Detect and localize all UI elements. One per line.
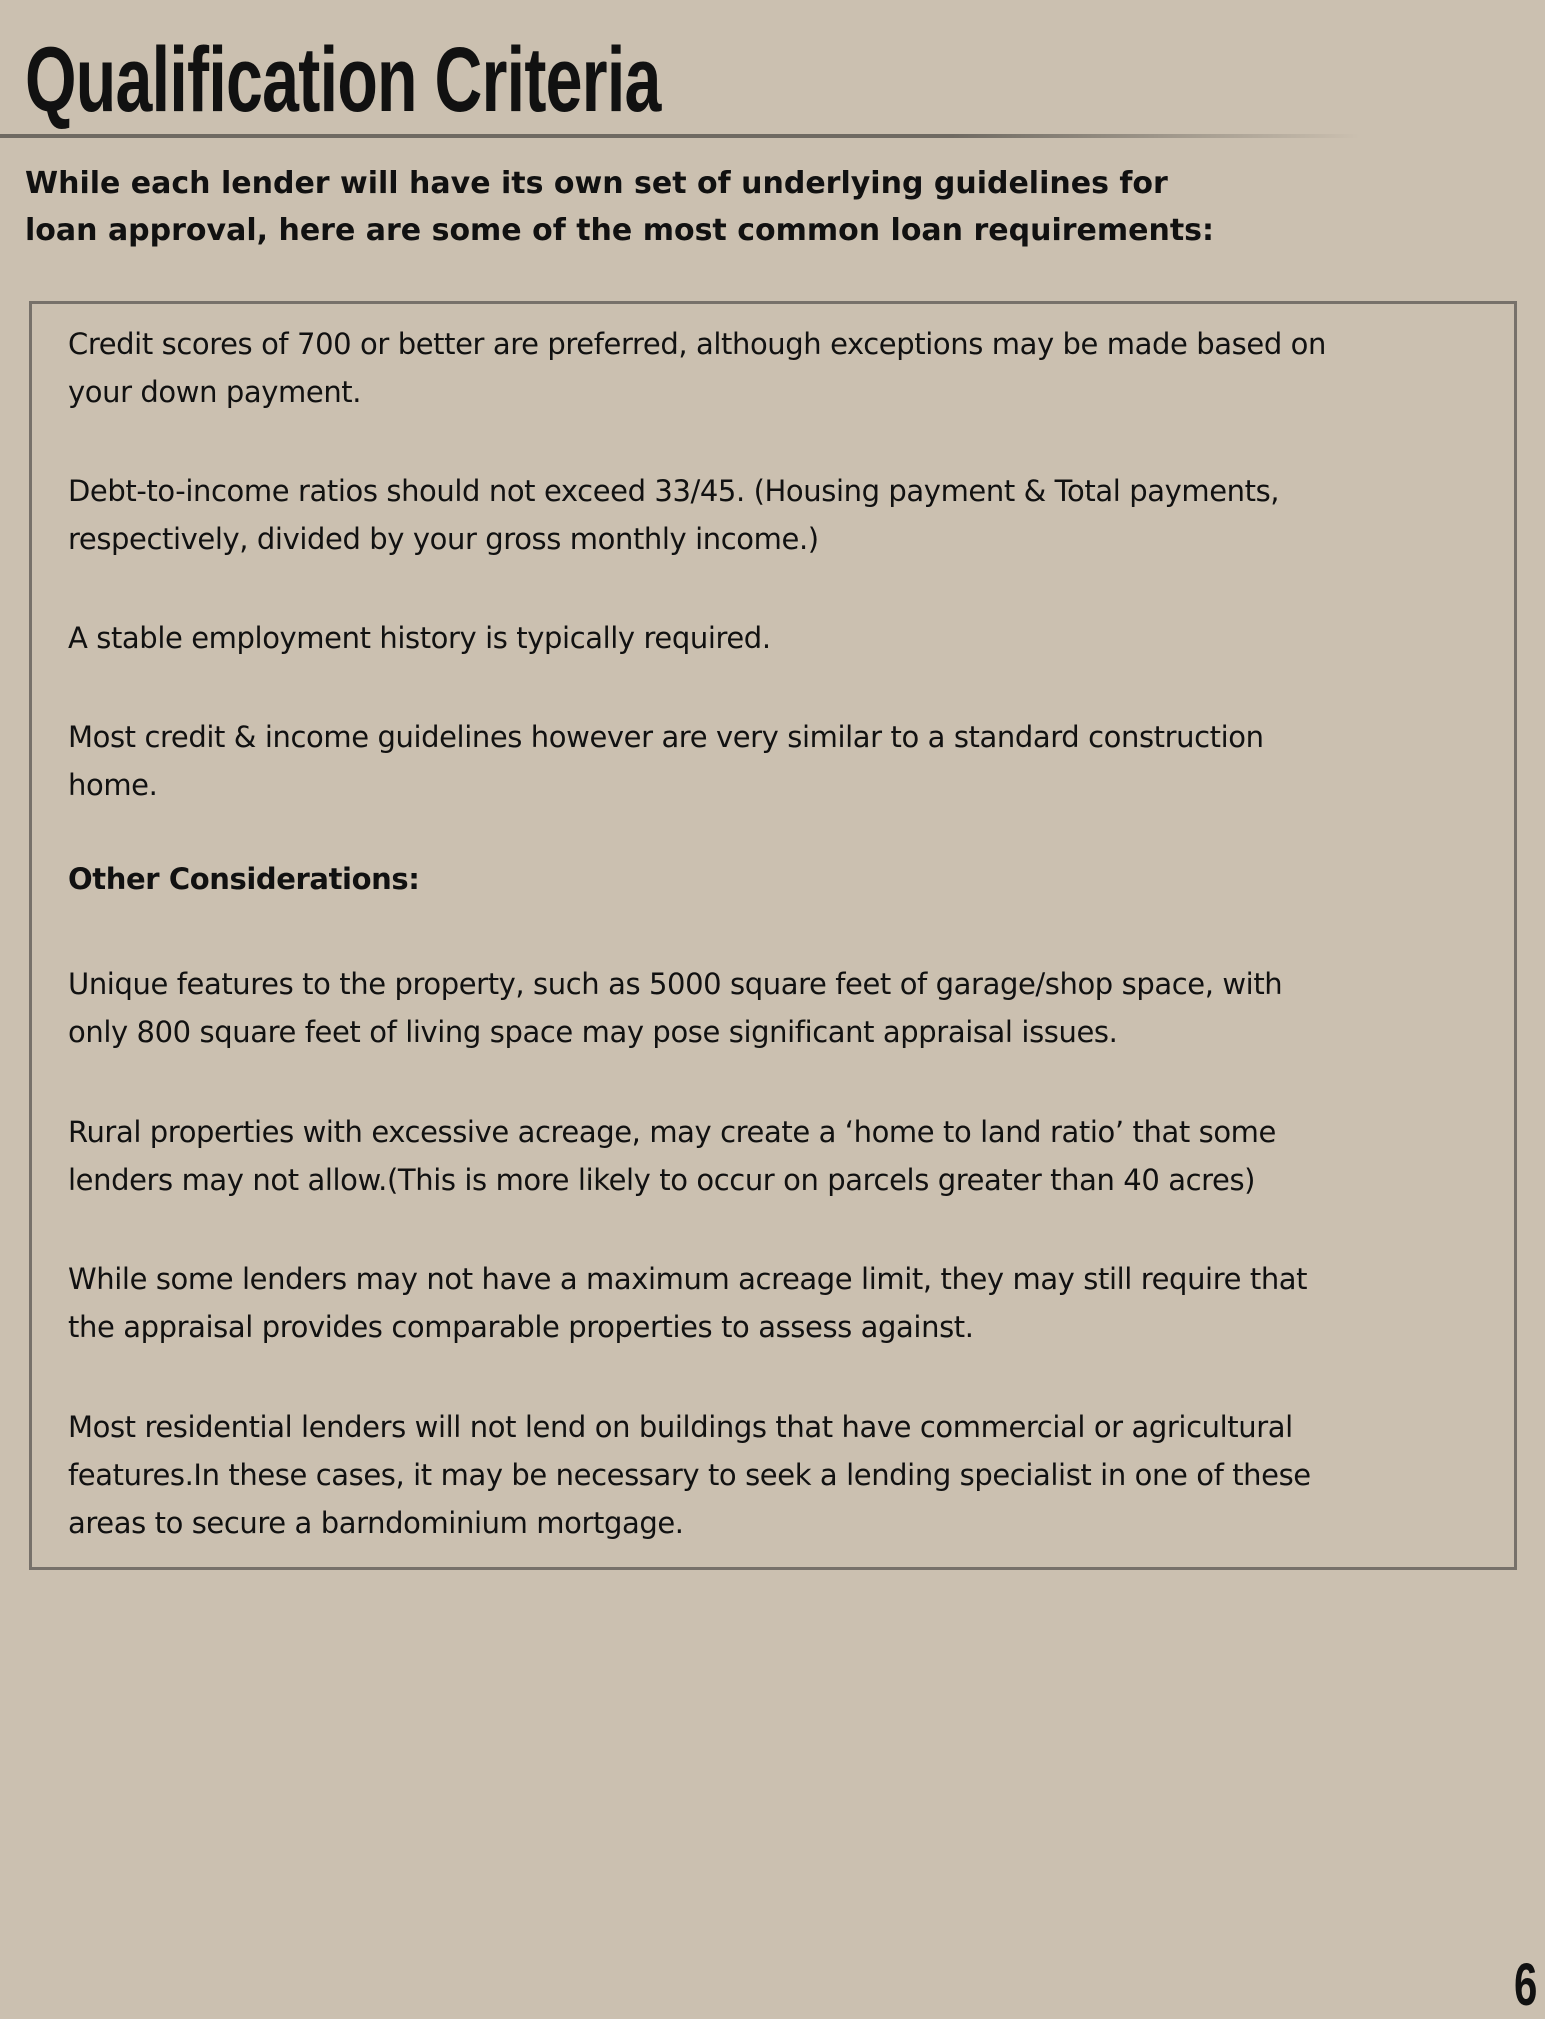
paragraph-line: Unique features to the property, such as 5000 square feet of garage/shop space, with <box>68 967 1283 1001</box>
paragraph-line: Credit scores of 700 or better are preferred, although exceptions may be made based on <box>68 327 1326 361</box>
paragraph-line: respectively, divided by your gross monthly income.) <box>68 522 819 556</box>
paragraph-line: areas to secure a barndominium mortgage. <box>68 1506 684 1540</box>
criteria-paragraph <box>68 1108 1276 1204</box>
criteria-paragraph <box>68 467 1279 563</box>
intro-text <box>25 160 1214 254</box>
page-number: 6 <box>1513 1951 1537 2018</box>
criteria-paragraph <box>68 320 1326 416</box>
intro-line: While each lender will have its own set of underlying guidelines for <box>25 166 1168 201</box>
paragraph-line: While some lenders may not have a maximum acreage limit, they may still require that <box>68 1262 1308 1296</box>
criteria-paragraph <box>68 960 1282 1056</box>
paragraph-line: Rural properties with excessive acreage, may create a ‘home to land ratio’ that some <box>68 1115 1276 1149</box>
paragraph-line: Most credit & income guidelines however are very similar to a standard construction <box>68 720 1264 754</box>
section-heading <box>68 855 419 903</box>
paragraph-line: the appraisal provides comparable properties to assess against. <box>68 1310 974 1344</box>
paragraph-line: features.In these cases, it may be necessary to seek a lending specialist in one of these <box>68 1458 1311 1492</box>
title-divider <box>0 134 1360 138</box>
paragraph-line: Most residential lenders will not lend on buildings that have commercial or agricultural <box>68 1410 1293 1444</box>
paragraph-line: only 800 square feet of living space may pose significant appraisal issues. <box>68 1015 1118 1049</box>
criteria-paragraph <box>68 1403 1311 1547</box>
criteria-paragraph <box>68 614 771 662</box>
paragraph-line: your down payment. <box>68 375 362 409</box>
paragraph-line: lenders may not allow.(This is more likely to occur on parcels greater than 40 acres) <box>68 1163 1256 1197</box>
page-title: Qualification Criteria <box>25 29 661 131</box>
paragraph-line: Debt-to-income ratios should not exceed 33/45. (Housing payment & Total payments, <box>68 474 1280 508</box>
paragraph-line: home. <box>68 768 158 802</box>
paragraph-line: A stable employment history is typically required. <box>68 621 771 655</box>
criteria-paragraph <box>68 713 1264 809</box>
intro-line: loan approval, here are some of the most common loan requirements: <box>25 213 1215 248</box>
criteria-paragraph <box>68 1255 1307 1351</box>
paragraph-line: Other Considerations: <box>68 862 420 896</box>
